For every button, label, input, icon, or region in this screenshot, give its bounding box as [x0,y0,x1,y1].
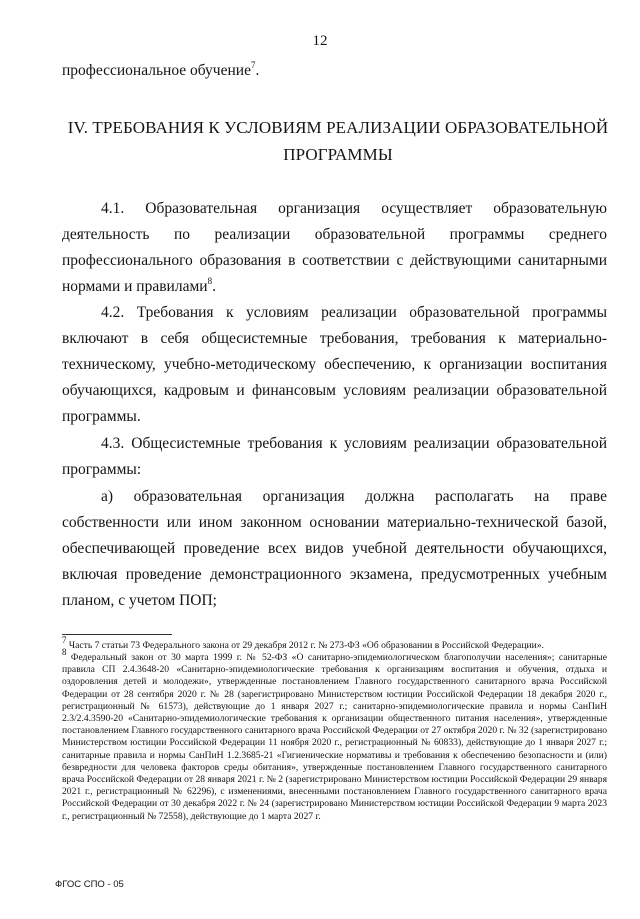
footnote-ref-8[interactable]: 8 [207,275,213,286]
paragraph-4-1-text: 4.1. Образовательная организация осуществляет образовательную деятельность по реализации образовательной программы среднего профессионального образования в соответствии с действующими санитарными нормами и правилами [62,200,607,295]
continuation-text: профессиональное обучение [62,62,251,79]
footnote-ref-7[interactable]: 7 [250,59,256,70]
paragraph-a [62,484,607,614]
section-title-line-2: ПРОГРАММЫ [283,145,393,164]
footnote-8-number: 8 [62,646,67,657]
paragraph-4-2 [62,300,607,430]
footnote-8 [62,646,607,823]
page-number: 12 [312,33,328,49]
paragraph-4-3-text: 4.3. Общесистемные требования к условиям реализации образовательной программы: [62,435,607,478]
paragraph-4-3 [62,431,607,483]
paragraph-4-1 [62,196,607,300]
section-title-line-1: IV. ТРЕБОВАНИЯ К УСЛОВИЯМ РЕАЛИЗАЦИИ ОБРАЗОВАТЕЛЬНОЙ [67,118,609,137]
continuation-end: . [255,62,260,79]
footnote-separator [62,634,172,635]
footnote-8-text: Федеральный закон от 30 марта 1999 г. № 52-ФЗ «О санитарно-эпидемиологическом благополучии населения»; санитарные правила СП 2.4.3648-20 «Санитарно-эпидемиологические требования к организациям воспитания и обучения, отдыха и оздоровления детей и молодежи», утвержденные постановлением Главного государственного санитарного врача Российской Федерации от 28 сентября 2020 г. № 28 (зарегистрировано Министерством юстиции Российской Федерации 18 декабря 2020 г., регистрационный № 61573), действующие до 1 января 2027 г.; санитарно-эпидемиологические правила и нормы СанПиН 2.3/2.4.3590-20 «Санитарно-эпидемиологические требования к организации общественного питания населения», утвержденные постановлением Главного государственного санитарного врача Российской Федерации от 27 октября 2020 г. № 32 (зарегистрировано Министерством юстиции Российской Федерации 11 ноября 2020 г., регистрационный № 60833), действующие до 1 января 2027 г.; санитарные правила и нормы СанПиН 1.2.3685-21 «Гигиенические нормативы и требования к обеспечению безопасности и (или) безвредности для человека факторов среды обитания», утвержденные постановлением Главного государственного санитарного врача Российской Федерации от 28 января 2021 г. № 2 (зарегистрировано Министерством юстиции Российской Федерации 29 января 2021 г., регистрационный № 62296), с изменениями, внесенными постановлением Главного государственного санитарного врача Российской Федерации от 30 декабря 2022 г. № 24 (зарегистрировано Министерством юстиции Российской Федерации 9 марта 2023 г., регистрационный № 72558), действующие до 1 марта 2027 г. [62,652,607,822]
paragraph-a-text: а) образовательная организация должна располагать на праве собственности или ином законном основании материально-технической базой, обеспечивающей проведение всех видов учебной деятельности обучающихся, включая проведение демонстрационного экзамена, предусмотренных учебным планом, с учетом ПОП; [62,488,607,609]
continuation-line [62,59,260,80]
paragraph-4-2-text: 4.2. Требования к условиям реализации образовательной программы включают в себя общесистемные требования, требования к материально-техническому, учебно-методическому обеспечению, к организации воспитания обучающихся, кадровым и финансовым условиям реализации образовательной программы. [62,304,607,425]
footnote-7 [62,634,607,652]
footnote-7-number: 7 [62,634,67,645]
footnote-7-text: Часть 7 статьи 73 Федерального закона от 29 декабря 2012 г. № 273-ФЗ «Об образовании в Российской Федерации». [66,640,544,651]
document-footer: ФГОС СПО - 05 [55,879,124,890]
paragraph-4-1-end: . [212,278,216,295]
